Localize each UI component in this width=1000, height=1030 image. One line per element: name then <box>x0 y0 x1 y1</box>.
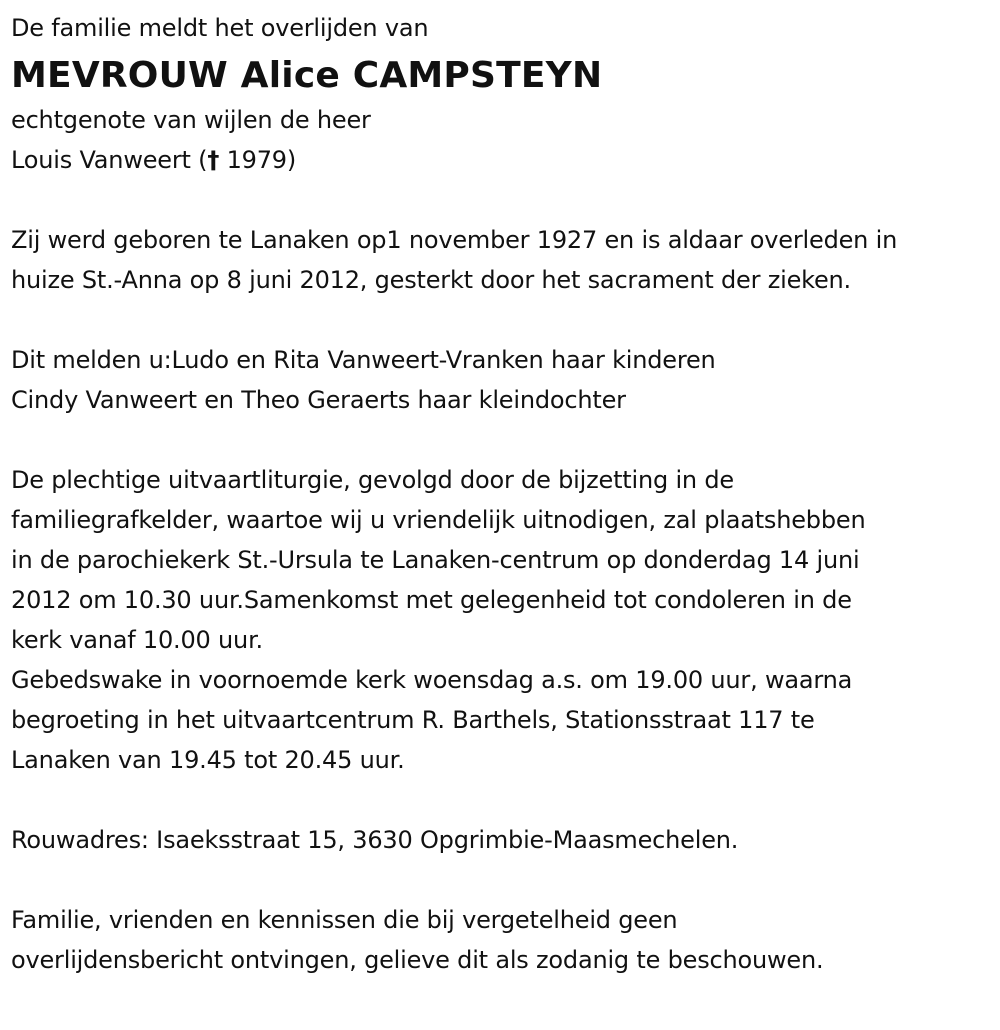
mourning-address: Rouwadres: Isaeksstraat 15, 3630 Opgrimbie-Maasmechelen. <box>11 826 739 854</box>
ceremony-line: kerk vanaf 10.00 uur. <box>11 626 263 654</box>
ceremony-line: in de parochiekerk St.-Ursula te Lanaken-centrum op donderdag 14 juni <box>11 546 860 574</box>
announcer-line: Cindy Vanweert en Theo Geraerts haar kleindochter <box>11 386 626 414</box>
birth-death-line: Zij werd geboren te Lanaken op1 november 1927 en is aldaar overleden in <box>11 226 898 254</box>
announcer-line: Dit melden u:Ludo en Rita Vanweert-Vranken haar kinderen <box>11 346 716 374</box>
spouse-death-year: 1979) <box>219 146 297 174</box>
spouse-name-line <box>11 140 1000 180</box>
ceremony-line: De plechtige uitvaartliturgie, gevolgd door de bijzetting in de <box>11 466 734 494</box>
deceased-name: MEVROUW Alice CAMPSTEYN <box>11 55 603 96</box>
closing-line: Familie, vrienden en kennissen die bij vergetelheid geen <box>11 906 678 934</box>
closing-line: overlijdensbericht ontvingen, gelieve dit als zodanig te beschouwen. <box>11 946 824 974</box>
intro-text: De familie meldt het overlijden van <box>11 14 429 42</box>
cross-icon: † <box>207 146 220 174</box>
ceremony-line: familiegrafkelder, waartoe wij u vriendelijk uitnodigen, zal plaatshebben <box>11 506 866 534</box>
spacer <box>11 180 1000 220</box>
spacer <box>11 780 1000 820</box>
ceremony-line: begroeting in het uitvaartcentrum R. Barthels, Stationsstraat 117 te <box>11 706 815 734</box>
ceremony-line: 2012 om 10.30 uur.Samenkomst met gelegenheid tot condoleren in de <box>11 586 852 614</box>
spacer <box>11 300 1000 340</box>
ceremony-line: Gebedswake in voornoemde kerk woensdag a.s. om 19.00 uur, waarna <box>11 666 853 694</box>
spouse-name: Louis Vanweert ( <box>11 146 208 174</box>
birth-death-line: huize St.-Anna op 8 juni 2012, gesterkt door het sacrament der zieken. <box>11 266 851 294</box>
spouse-line: echtgenote van wijlen de heer <box>11 106 371 134</box>
spacer <box>11 420 1000 460</box>
spacer <box>11 860 1000 900</box>
ceremony-line: Lanaken van 19.45 tot 20.45 uur. <box>11 746 405 774</box>
